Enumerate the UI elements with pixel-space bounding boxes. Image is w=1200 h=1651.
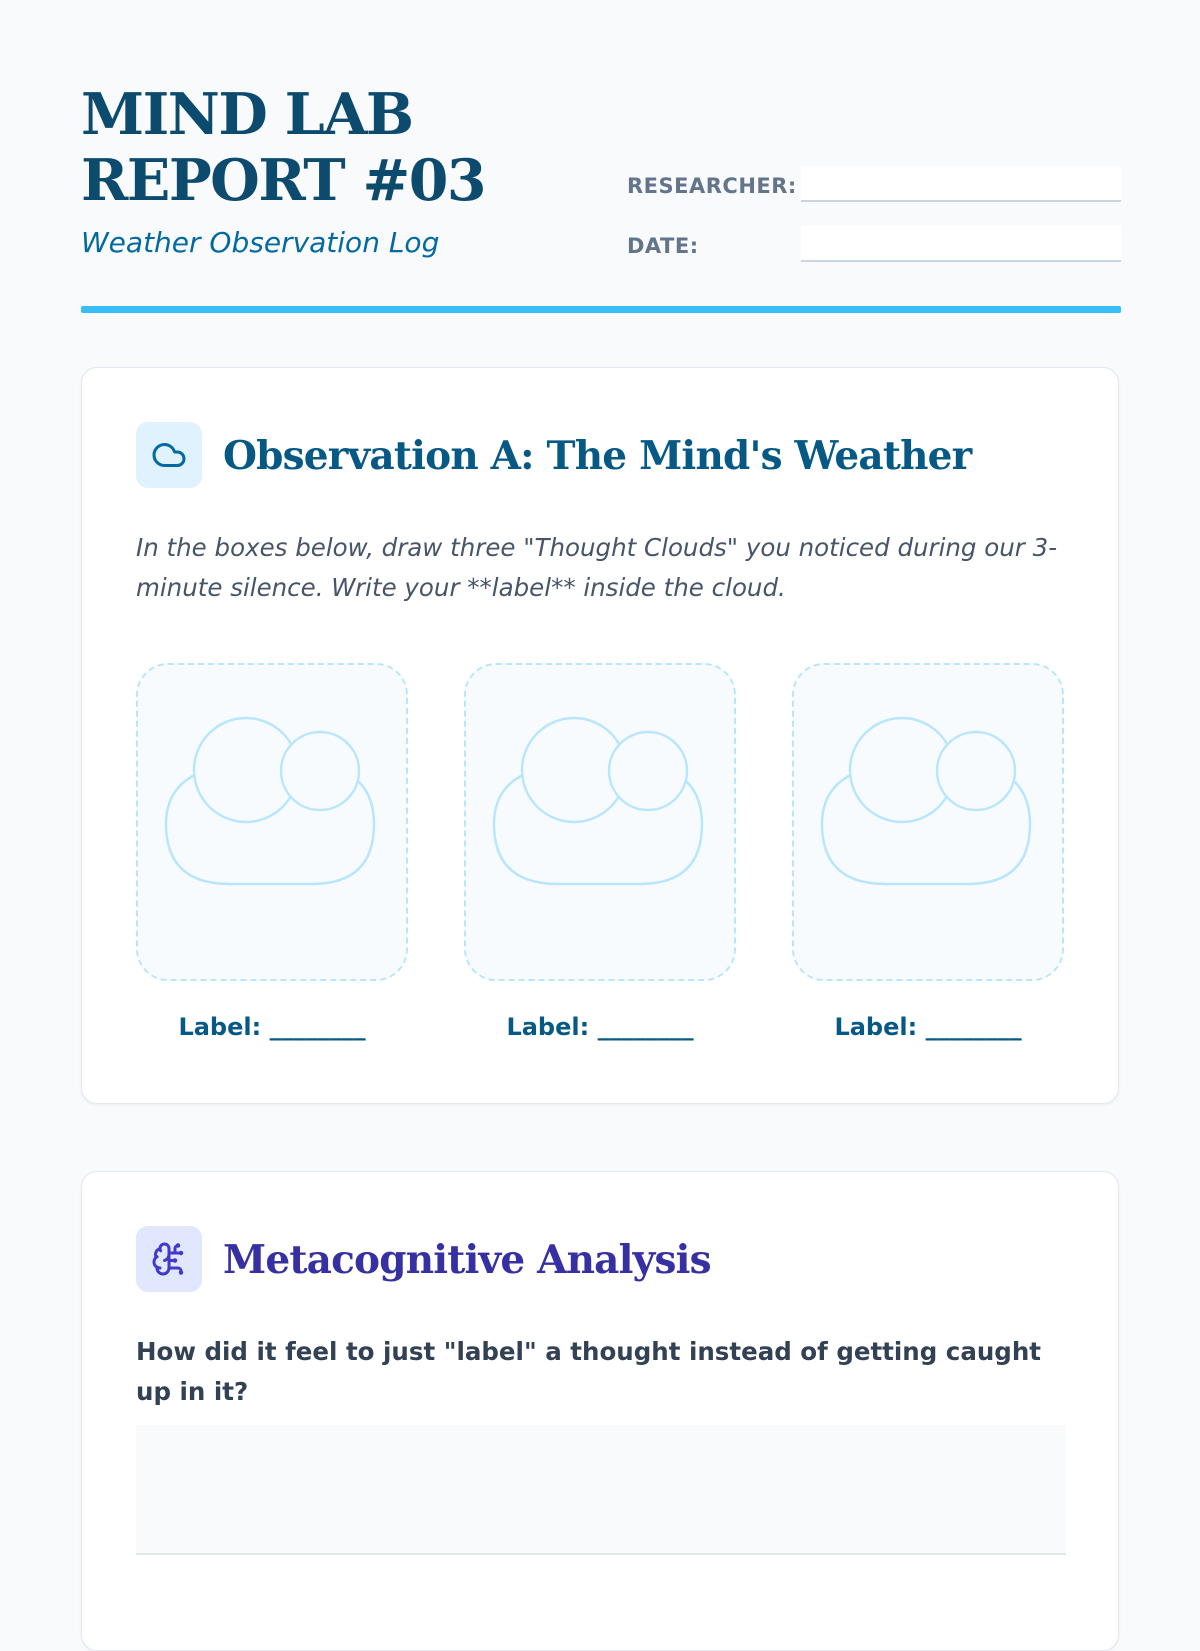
cloud-outline-icon [820,715,1036,891]
researcher-input[interactable] [801,166,1121,202]
analysis-card [81,1171,1119,1651]
cloud-outline-icon [164,715,380,891]
researcher-label: RESEARCHER: [627,174,797,198]
brain-icon [136,1226,202,1292]
cloud-outline-icon [492,715,708,891]
header-divider [81,306,1121,313]
report-subtitle: Weather Observation Log [81,226,440,259]
thought-cloud-drawing-box[interactable] [792,663,1064,981]
thought-cloud-drawing-box[interactable] [464,663,736,981]
observation-instructions: In the boxes below, draw three "Thought Clouds" you noticed during our 3-minute silence. Write your **label** inside the cloud. [136,533,1058,602]
cloud-label-field: Label: ________ [178,1013,366,1041]
analysis-question: How did it feel to just "label" a thought instead of getting caught up in it? [136,1337,1041,1406]
cloud-label-field: Label: ________ [834,1013,1022,1041]
analysis-answer-field[interactable] [136,1425,1066,1555]
date-label: DATE: [627,234,699,258]
report-header [81,82,1121,314]
observation-card [81,367,1119,1104]
cloud-label-field: Label: ________ [506,1013,694,1041]
thought-cloud-drawing-box[interactable] [136,663,408,981]
analysis-title: Metacognitive Analysis [223,1237,711,1283]
date-input[interactable] [801,226,1121,262]
cloud-icon [136,422,202,488]
observation-title: Observation A: The Mind's Weather [223,433,972,479]
report-title: MIND LAB REPORT #03 [81,81,486,214]
